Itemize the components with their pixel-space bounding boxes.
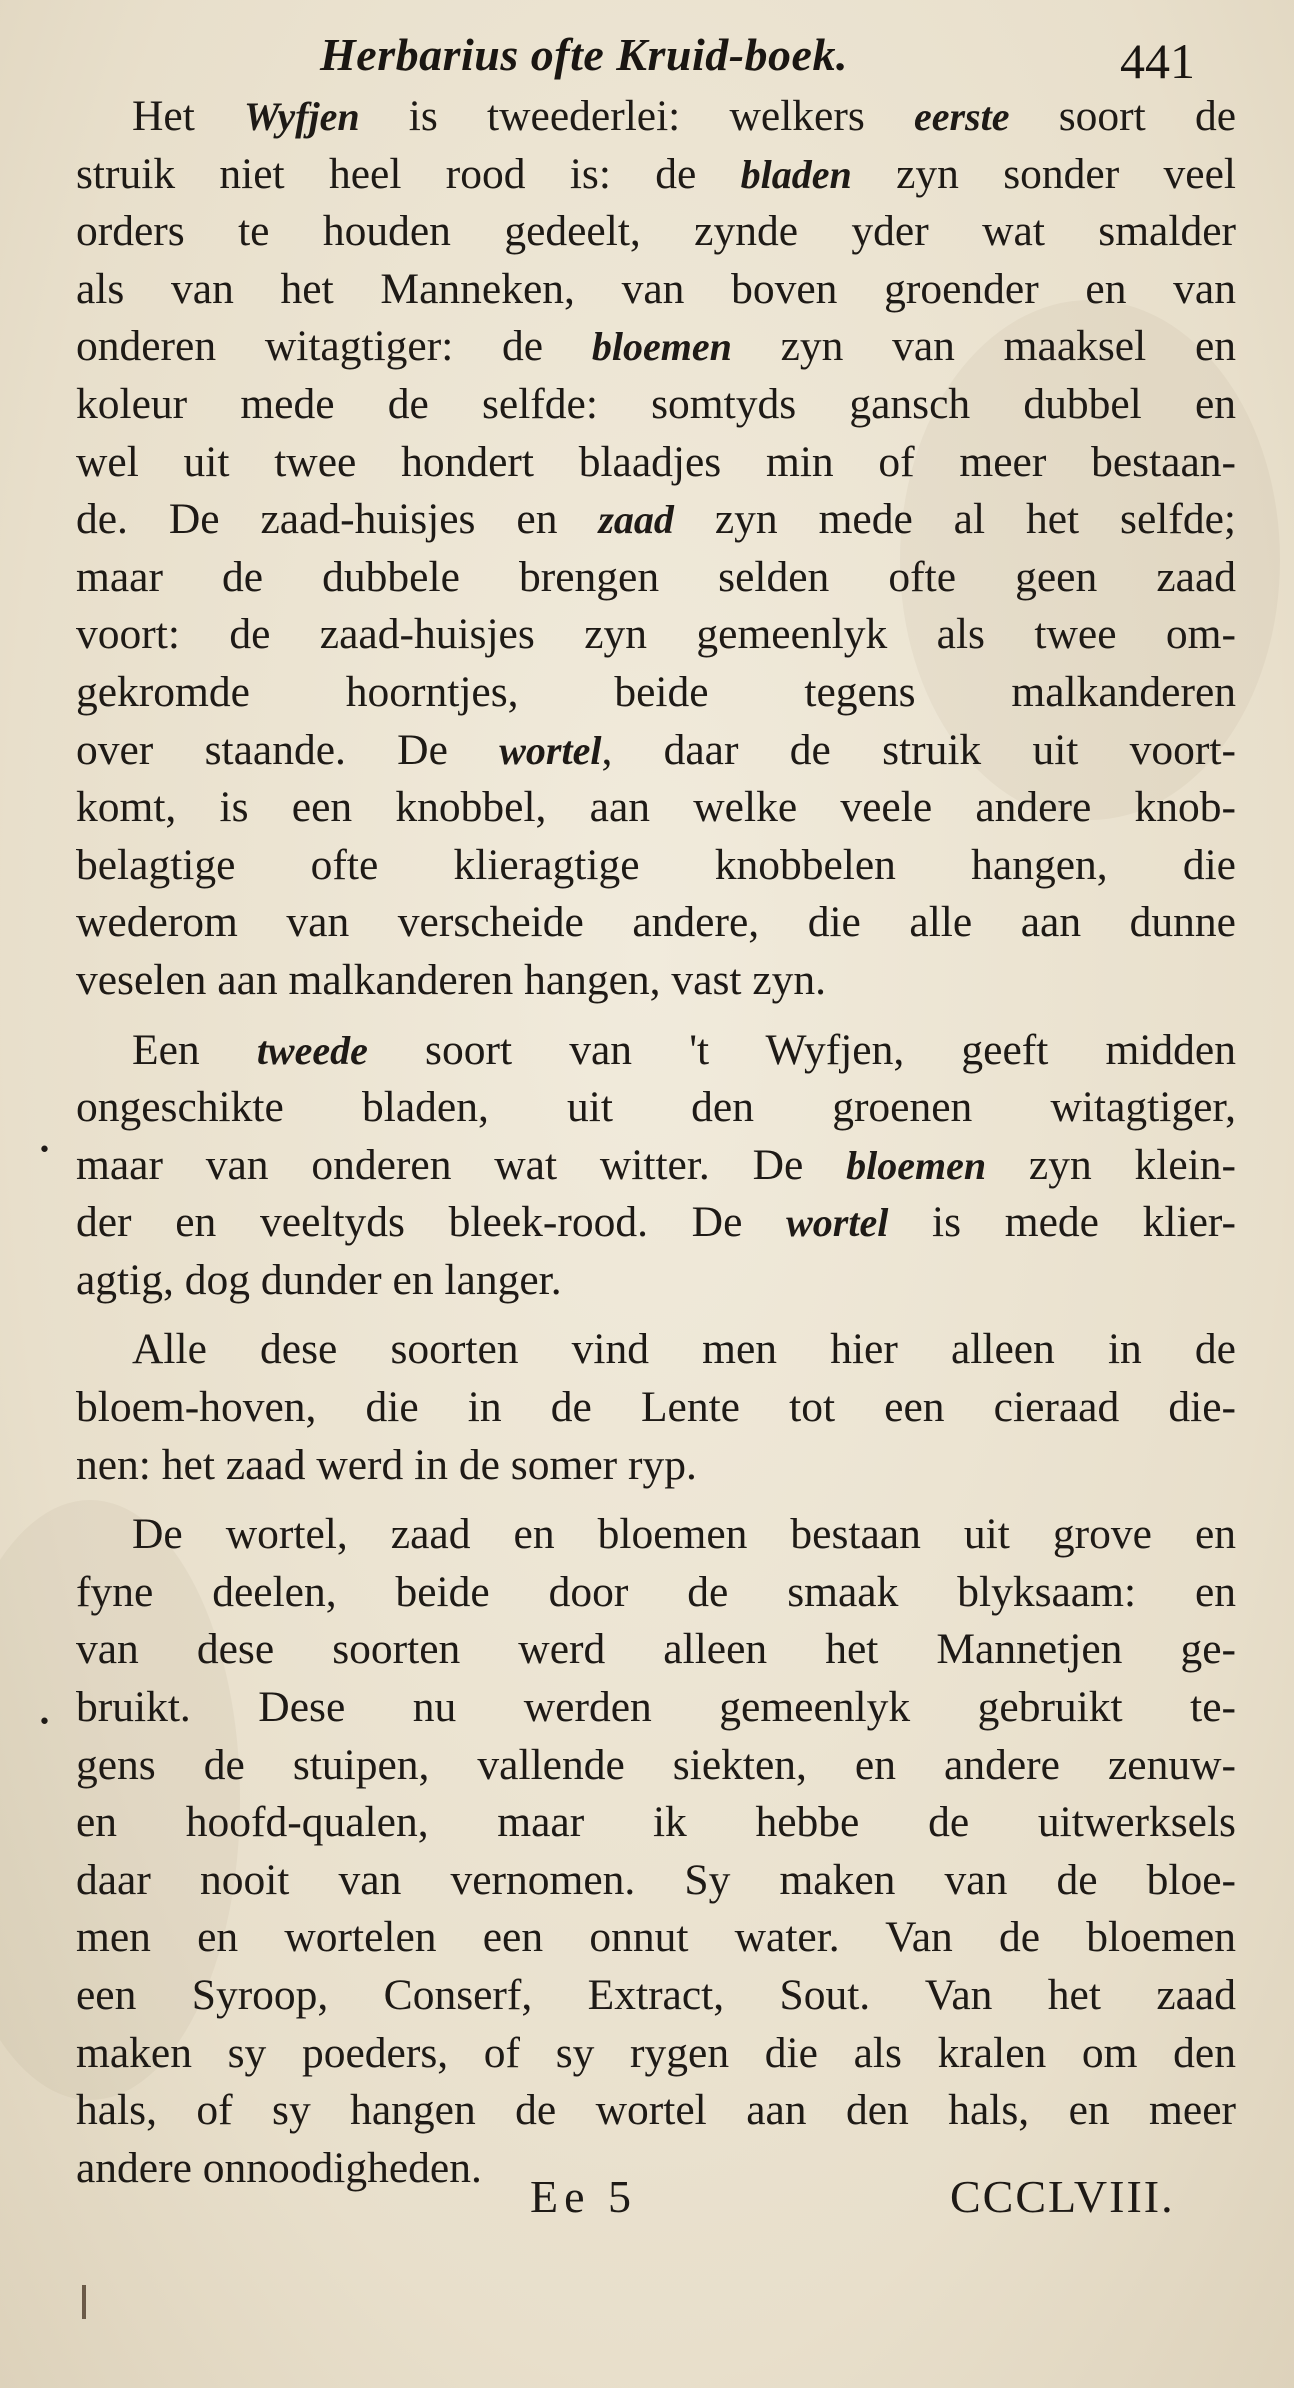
- text-line: ongeschikte bladen, uit den groenen witagtiger,: [76, 1083, 1236, 1132]
- text-line: nen: het zaad werd in de somer ryp.: [76, 1440, 697, 1489]
- running-title: Herbarius ofte Kruid-boek.: [320, 29, 848, 80]
- text-line: struik niet heel rood is: de bladen zyn sonder veel: [76, 149, 1236, 198]
- text-line: belagtige ofte klieragtige knobbelen hangen, die: [76, 840, 1236, 889]
- text-line: Het Wyfjen is tweederlei: welkers eerste soort de: [132, 92, 1236, 140]
- paragraph: [76, 1022, 1236, 1310]
- text-line: maar de dubbele brengen selden ofte geen zaad: [76, 552, 1236, 601]
- italic-term: zaad: [598, 497, 674, 543]
- text-line: koleur mede de selfde: somtyds gansch dubbel en: [76, 379, 1236, 428]
- text-line: bloem-hoven, die in de Lente tot een cieraad die-: [76, 1383, 1236, 1432]
- text-line: van dese soorten werd alleen het Mannetjen ge-: [76, 1625, 1236, 1674]
- text-line: fyne deelen, beide door de smaak blyksaam: en: [76, 1567, 1236, 1616]
- text-line: maken sy poeders, of sy rygen die als kralen om den: [76, 2028, 1236, 2077]
- catchword: CCCLVIII.: [950, 2171, 1175, 2222]
- text-line: voort: de zaad-huisjes zyn gemeenlyk als twee om-: [76, 610, 1236, 659]
- signature-mark: Ee 5: [530, 2171, 638, 2222]
- text-line: andere onnoodigheden.: [76, 2143, 482, 2192]
- margin-mark: •: [38, 1138, 51, 1163]
- text-line: veselen aan malkanderen hangen, vast zyn.: [76, 955, 827, 1004]
- text-line: maar van onderen wat witter. De bloemen zyn klein-: [76, 1140, 1236, 1189]
- text-line: en hoofd-qualen, maar ik hebbe de uitwerksels: [76, 1798, 1236, 1847]
- edge-mark: [82, 2285, 86, 2319]
- text-line: als van het Manneken, van boven groender en van: [76, 264, 1236, 313]
- paragraph: [76, 1506, 1236, 2197]
- text-line: orders te houden gedeelt, zynde yder wat smalder: [76, 207, 1236, 256]
- text-line: der en veeltyds bleek-rood. De wortel is mede klier-: [76, 1198, 1236, 1247]
- text-line: de. De zaad-huisjes en zaad zyn mede al het selfde;: [76, 495, 1236, 544]
- text-line: een Syroop, Conserf, Extract, Sout. Van het zaad: [76, 1971, 1236, 2019]
- text-line: komt, is een knobbel, aan welke veele andere knob-: [76, 783, 1236, 832]
- text-line: hals, of sy hangen de wortel aan den hals, en meer: [76, 2086, 1236, 2135]
- italic-term: bloemen: [846, 1142, 987, 1188]
- text-line: gekromde hoorntjes, beide tegens malkanderen: [76, 667, 1236, 716]
- text-line: gens de stuipen, vallende siekten, en andere zenuw-: [76, 1740, 1236, 1789]
- text-line: Alle dese soorten vind men hier alleen in de: [132, 1325, 1236, 1374]
- text-line: onderen witagtiger: de bloemen zyn van maaksel en: [76, 322, 1236, 371]
- italic-term: tweede: [256, 1027, 368, 1073]
- text-line: De wortel, zaad en bloemen bestaan uit grove en: [132, 1510, 1236, 1559]
- page-number: 441: [1120, 33, 1195, 89]
- margin-mark: •: [38, 1710, 51, 1735]
- text-line: daar nooit van vernomen. Sy maken van de bloe-: [76, 1855, 1236, 1904]
- text-line: over staande. De wortel, daar de struik uit voort-: [76, 725, 1236, 774]
- body-text: [76, 88, 1236, 2209]
- italic-term: wortel: [786, 1200, 889, 1246]
- page-footer: [0, 2170, 1294, 2240]
- italic-term: eerste: [913, 94, 1010, 139]
- text-line: wel uit twee hondert blaadjes min of meer bestaan-: [76, 437, 1236, 486]
- text-line: Een tweede soort van 't Wyfjen, geeft midden: [132, 1025, 1236, 1074]
- italic-term: Wyfjen: [244, 94, 360, 139]
- text-line: men en wortelen een onnut water. Van de bloemen: [76, 1913, 1236, 1962]
- italic-term: wortel: [499, 727, 602, 773]
- text-line: agtig, dog dunder en langer.: [76, 1255, 562, 1304]
- text-line: bruikt. Dese nu werden gemeenlyk gebruikt te-: [76, 1683, 1236, 1732]
- paragraph: [76, 88, 1236, 1010]
- italic-term: bladen: [740, 151, 852, 197]
- text-line: wederom van verscheide andere, die alle aan dunne: [76, 898, 1236, 947]
- paragraph: [76, 1321, 1236, 1494]
- italic-term: bloemen: [591, 324, 732, 370]
